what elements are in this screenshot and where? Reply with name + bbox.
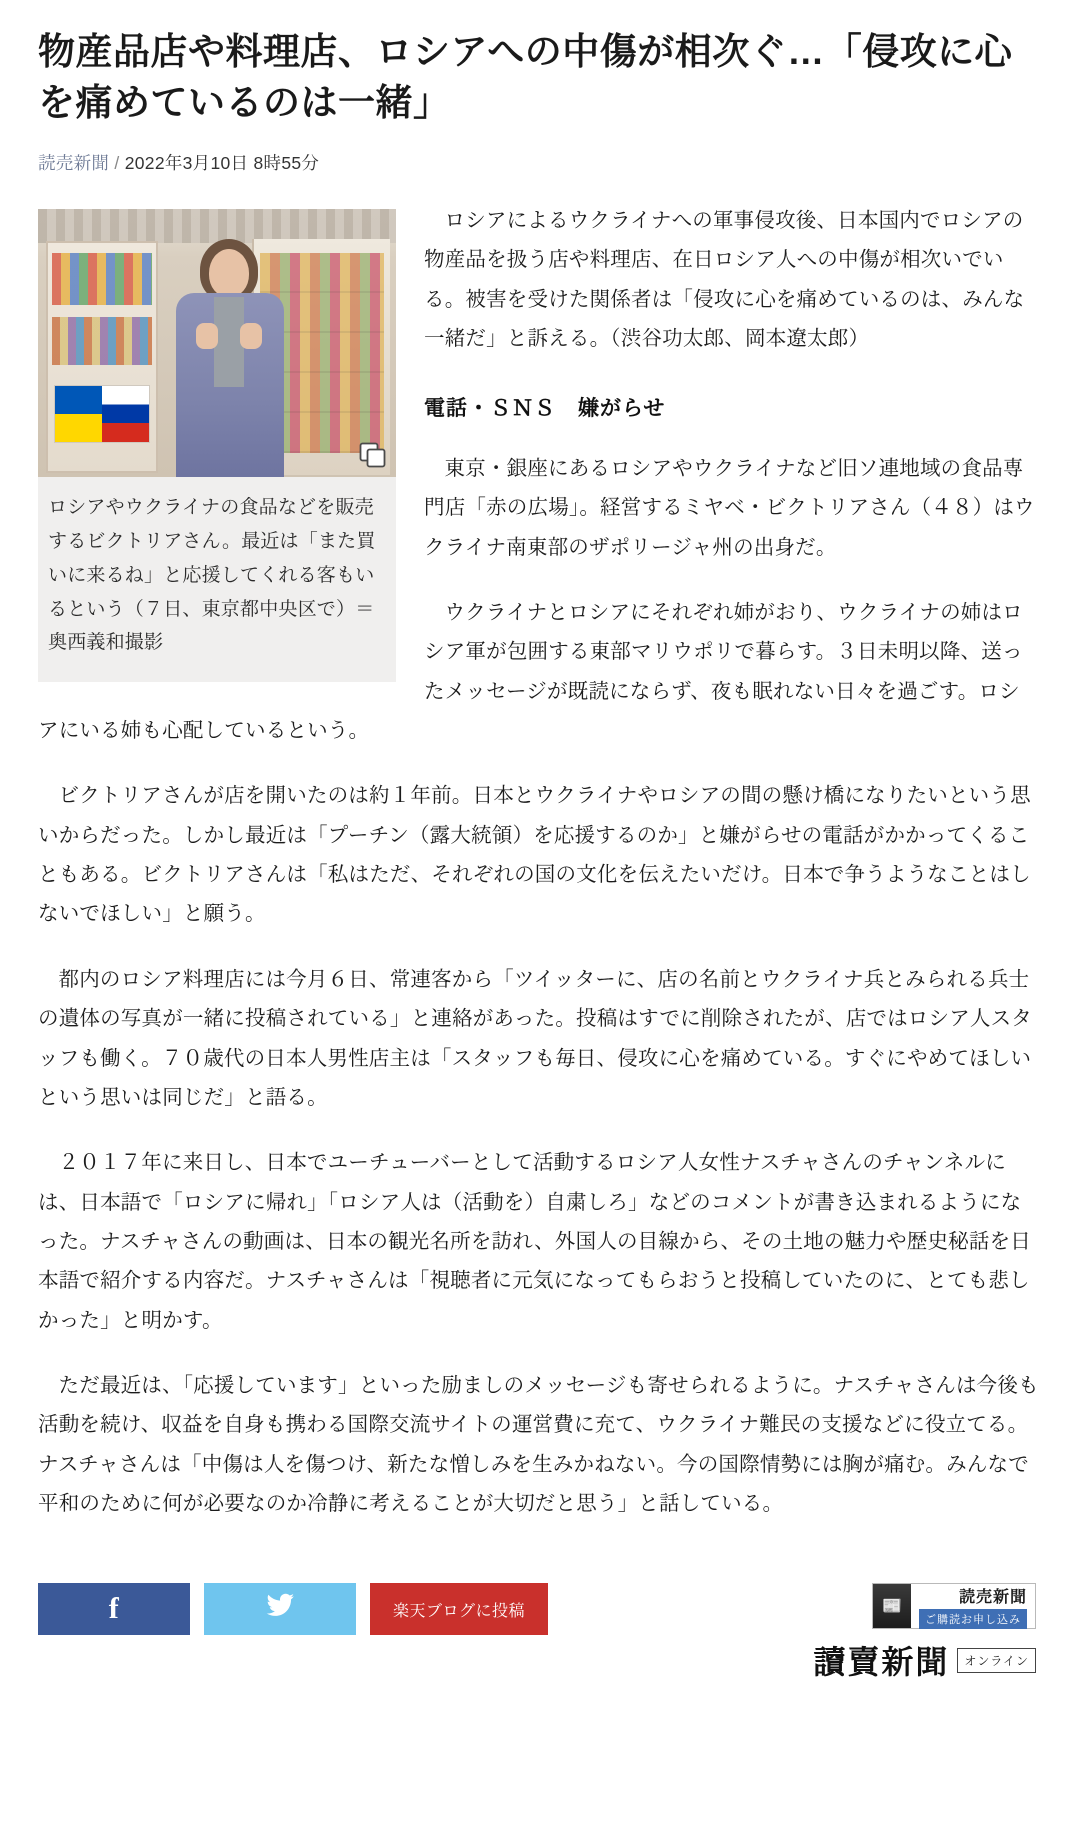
byline-separator: / bbox=[114, 153, 120, 174]
article-body bbox=[38, 201, 1040, 1549]
subscribe-badge[interactable] bbox=[872, 1583, 1036, 1629]
figure-caption: ロシアやウクライナの食品などを販売するビクトリアさん。最近は「また買いに来るね」と応援してくれる客もいるという（７日、東京都中央区で）＝奥西義和撮影 bbox=[48, 497, 376, 654]
article-figure bbox=[38, 209, 396, 682]
byline bbox=[38, 150, 1040, 175]
twitter-icon bbox=[265, 1593, 295, 1626]
photo-person bbox=[170, 231, 290, 477]
body-paragraph-4: 都内のロシア料理店には今月６日、常連客から「ツイッターに、店の名前とウクライナ兵とみられる兵士の遺体の写真が一緒に投稿されている」と連絡があった。投稿はすでに削除されたが、店ではロシア人スタッフも働く。７０歳代の日本人男性店主は「スタッフも毎日、侵攻に心を痛めている。すぐにやめてほしいという思いは同じだ」と語る。 bbox=[38, 967, 1033, 1109]
subscribe-badge-title: 読売新聞 bbox=[958, 1588, 1027, 1606]
person-hand-left bbox=[196, 323, 218, 349]
facebook-icon: f bbox=[108, 1592, 120, 1626]
body-paragraph-5: ２０１７年に来日し、日本でユーチューバーとして活動するロシア人女性ナスチャさんのチャンネルには、日本語で「ロシアに帰れ」「ロシア人は（活動を）自粛しろ」などのコメントが書き込まれるようになった。ナスチャさんの動画は、日本の観光名所を訪れ、外国人の目線から、その土地の魅力や歴史秘話を日本語で紹介する内容だ。ナスチャさんは「視聴者に元気になってもらおうと投稿していたのに、とても悲しかった」と明かす。 bbox=[38, 1151, 1031, 1332]
person-hand-right bbox=[240, 323, 262, 349]
share-twitter-button[interactable] bbox=[204, 1583, 356, 1635]
byline-timestamp: 2022年3月10日 8時55分 bbox=[124, 153, 320, 174]
body-paragraph-1: 東京・銀座にあるロシアやウクライナなど旧ソ連地域の食品専門店「赤の広場」。経営するミヤベ・ビクトリアさん（４８）はウクライナ南東部のザポリージャ州の出身だ。 bbox=[424, 456, 1035, 559]
body-paragraph-2: ウクライナとロシアにそれぞれ姉がおり、ウクライナの姉はロシア軍が包囲する東部マリウポリで暮らす。３日未明以降、送ったメッセージが既読にならず、夜も眠れない日々を過ごす。ロシアにいる姉も心配しているという。 bbox=[38, 600, 1023, 742]
lead-paragraph: ロシアによるウクライナへの軍事侵攻後、日本国内でロシアの物産品を扱う店や料理店、在日ロシア人への中傷が相次いでいる。被害を受けた関係者は「侵攻に心を痛めているのは、みんな一緒だ」と訴える。（渋谷功太郎、岡本遼太郎） bbox=[424, 209, 1025, 351]
newspaper-icon: 📰 bbox=[873, 1584, 911, 1628]
brand-logo[interactable] bbox=[813, 1637, 1036, 1683]
photo-flags bbox=[54, 385, 150, 443]
brand-name: 讀賣新聞 bbox=[813, 1644, 950, 1681]
person-face bbox=[209, 249, 249, 297]
share-bar bbox=[38, 1583, 1040, 1713]
body-paragraph-6: ただ最近は、「応援しています」といった励ましのメッセージも寄せられるように。ナスチャさんは今後も活動を続け、収益を自身も携わる国際交流サイトの運営費に充て、ウクライナ難民の支援などに役立てる。ナスチャさんは「中傷は人を傷つけ、新たな憎しみを生みかねない。今の国際情勢には胸が痛む。みんなで平和のために何が必要なのか冷静に考えることが大切だと思う」と話している。 bbox=[38, 1374, 1039, 1516]
article-photo bbox=[38, 209, 396, 477]
section-subhead: 電話・ＳＮＳ 嫌がらせ bbox=[424, 396, 666, 420]
footer-logo-area bbox=[813, 1583, 1040, 1683]
page-title: 物産品店や料理店、ロシアへの中傷が相次ぐ…「侵攻に心を痛めているのは一緒」 bbox=[38, 31, 1013, 124]
copy-icon[interactable] bbox=[358, 441, 388, 469]
ukraine-flag-icon bbox=[55, 386, 102, 442]
share-rakuten-button[interactable]: 楽天ブログに投稿 bbox=[370, 1583, 548, 1635]
subscribe-badge-subtitle: ご購読お申し込み bbox=[919, 1609, 1027, 1629]
share-facebook-button[interactable] bbox=[38, 1583, 190, 1635]
body-paragraph-3: ビクトリアさんが店を開いたのは約１年前。日本とウクライナやロシアの間の懸け橋になりたいという思いからだった。しかし最近は「プーチン（露大統領）を応援するのか」と嫌がらせの電話がかかってくることもある。ビクトリアさんは「私はただ、それぞれの国の文化を伝えたいだけ。日本で争うようなことはしないでほしい」と願う。 bbox=[38, 784, 1031, 926]
byline-source: 読売新聞 bbox=[38, 153, 110, 174]
russia-flag-icon bbox=[102, 386, 149, 442]
brand-online-tag: オンライン bbox=[957, 1648, 1036, 1673]
